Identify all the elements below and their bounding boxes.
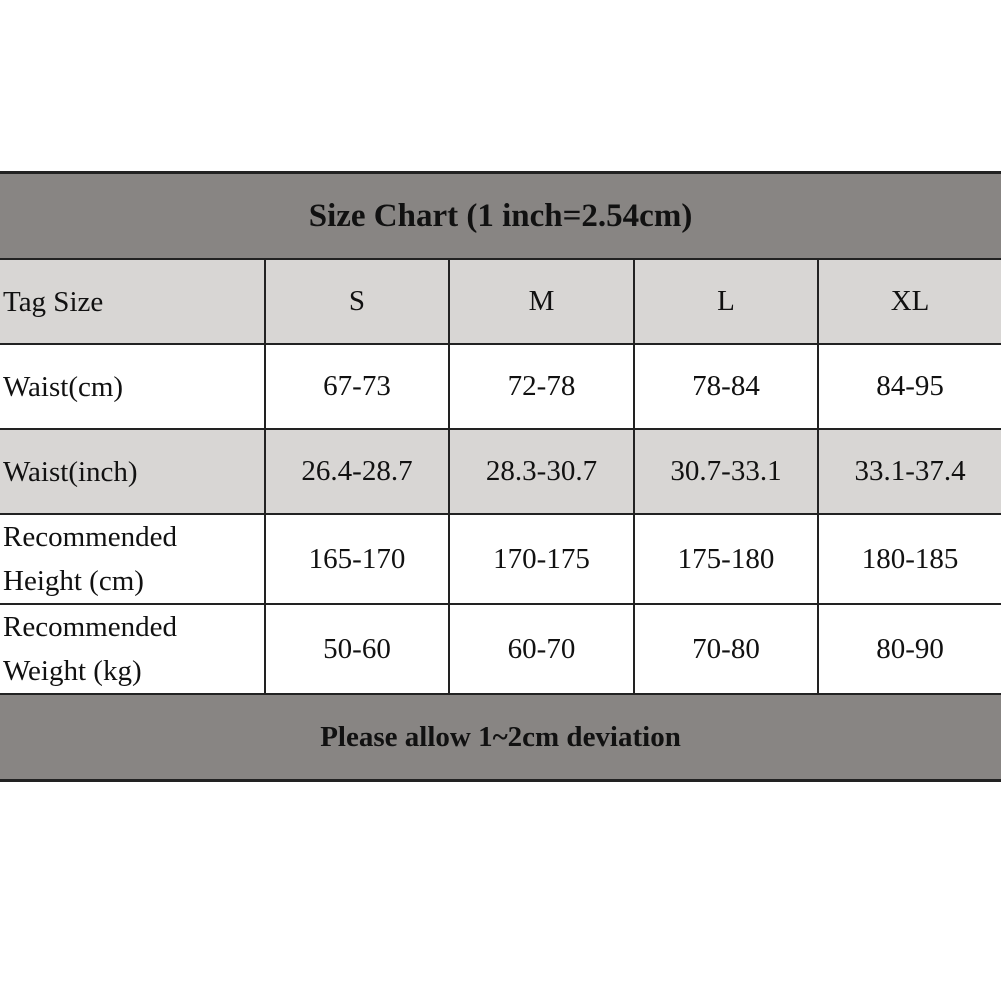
- waist-cm-l: 78-84: [634, 344, 818, 429]
- chart-title: Size Chart (1 inch=2.54cm): [0, 173, 1001, 260]
- waist-cm-s: 67-73: [265, 344, 449, 429]
- height-l: 175-180: [634, 514, 818, 604]
- waist-inch-m: 28.3-30.7: [449, 429, 634, 514]
- waist-cm-row: [0, 344, 1001, 429]
- height-xl: 180-185: [818, 514, 1001, 604]
- size-chart-table: [0, 171, 1001, 782]
- size-header-s: S: [265, 259, 449, 344]
- waist-cm-xl: 84-95: [818, 344, 1001, 429]
- waist-inch-xl: 33.1-37.4: [818, 429, 1001, 514]
- height-label-line2: Height (cm): [3, 565, 144, 597]
- tag-size-label: Tag Size: [0, 259, 265, 344]
- weight-s: 50-60: [265, 604, 449, 694]
- height-label-line1: Recommended: [3, 521, 177, 553]
- title-row: [0, 173, 1001, 260]
- waist-inch-l: 30.7-33.1: [634, 429, 818, 514]
- size-header-l: L: [634, 259, 818, 344]
- waist-cm-label: Waist(cm): [0, 344, 265, 429]
- height-row: [0, 514, 1001, 604]
- waist-inch-row: [0, 429, 1001, 514]
- footer-row: [0, 694, 1001, 781]
- weight-l: 70-80: [634, 604, 818, 694]
- deviation-note: Please allow 1~2cm deviation: [0, 694, 1001, 781]
- height-s: 165-170: [265, 514, 449, 604]
- weight-m: 60-70: [449, 604, 634, 694]
- tag-size-row: [0, 259, 1001, 344]
- height-label: [0, 514, 265, 604]
- weight-label-line2: Weight (kg): [3, 655, 142, 687]
- waist-cm-m: 72-78: [449, 344, 634, 429]
- weight-label-line1: Recommended: [3, 611, 177, 643]
- waist-inch-s: 26.4-28.7: [265, 429, 449, 514]
- weight-row: [0, 604, 1001, 694]
- weight-xl: 80-90: [818, 604, 1001, 694]
- height-m: 170-175: [449, 514, 634, 604]
- waist-inch-label: Waist(inch): [0, 429, 265, 514]
- weight-label: [0, 604, 265, 694]
- size-header-m: M: [449, 259, 634, 344]
- size-header-xl: XL: [818, 259, 1001, 344]
